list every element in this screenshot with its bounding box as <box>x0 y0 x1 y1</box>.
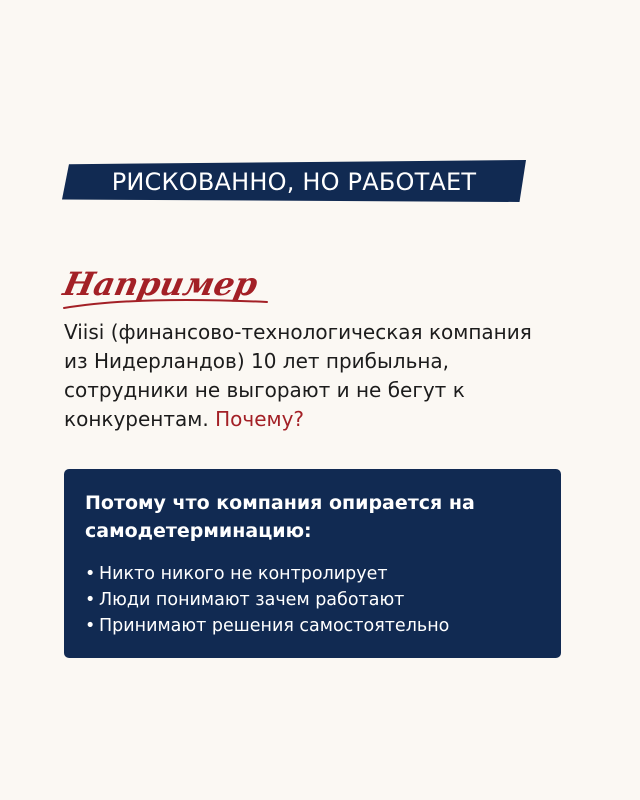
example-body: Viisi (финансово-технологическая компания из Нидерландов) 10 лет прибыльна, сотрудники не выгорают и не бегут к конкурентам. <box>64 320 532 431</box>
bullet-icon: • <box>85 564 96 584</box>
example-text <box>64 318 544 434</box>
list-item-label: Принимают решения самостоятельно <box>99 616 450 636</box>
list-item <box>85 587 555 613</box>
card-heading: Потому что компания опирается на самодетерминацию: <box>85 492 475 542</box>
list-item-label: Люди понимают зачем работают <box>99 590 405 610</box>
list-item <box>85 613 555 639</box>
bullet-icon: • <box>85 590 96 610</box>
reasons-list <box>85 561 555 639</box>
bullet-icon: • <box>85 616 96 636</box>
example-heading: Например <box>59 265 262 303</box>
example-question: Почему? <box>215 407 305 431</box>
list-item <box>85 561 555 587</box>
list-item-label: Никто никого не контролирует <box>99 564 388 584</box>
page-title: РИСКОВАННО, НО РАБОТАЕТ <box>111 168 477 196</box>
heading-swash <box>62 294 272 314</box>
answer-card <box>64 469 561 658</box>
